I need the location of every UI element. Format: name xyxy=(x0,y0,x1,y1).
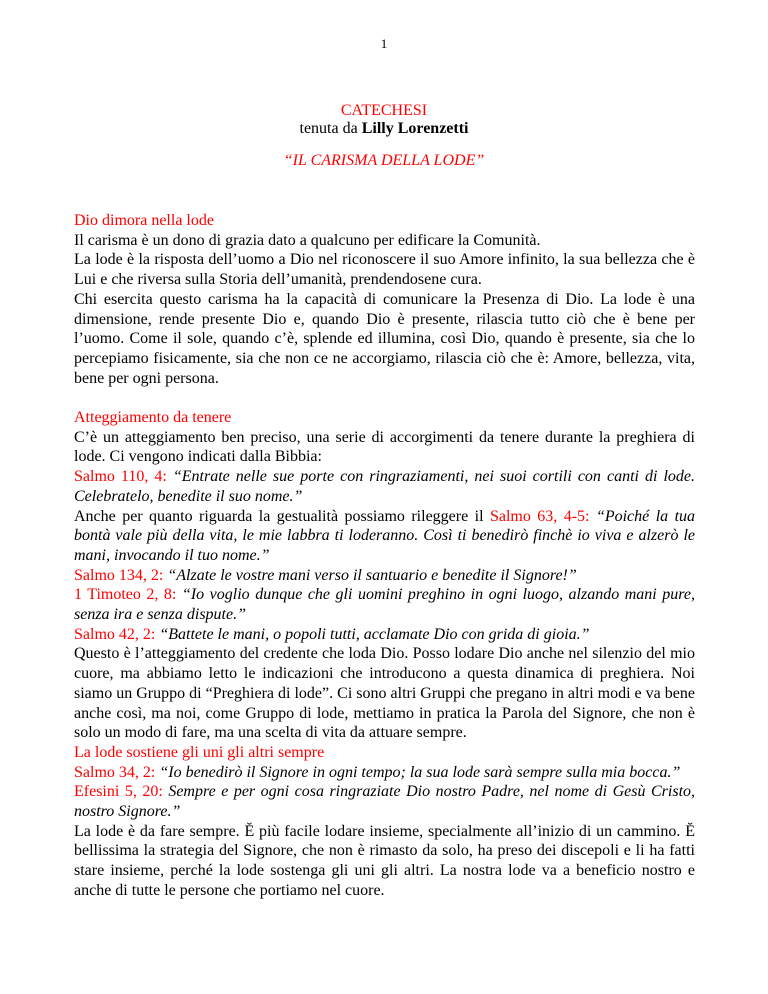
scripture-text: “Poiché la tua bontà vale più della vita, le mie labbra ti loderanno. Così ti benedirò finchè io viva e alzerò le mani, invocando il tuo nome.” xyxy=(74,507,696,564)
page-number: 1 xyxy=(380,36,388,51)
section-heading: La lode sostiene gli uni gli altri sempre xyxy=(74,743,325,761)
scripture-reference: Salmo 42, 2: xyxy=(74,625,156,643)
paragraph: La lode è da fare sempre. Ĕ più facile lodare insieme, specialmente all’inizio di un cammino. Ĕ bellissima la strategia del Signore, che non è rimasto da solo, ha preso dei discepoli e li ha fatti stare insieme, perché la lode sostenga gli uni gli altri. La nostra lode va a beneficio nostro e anche di tutte le persone che portiamo nel cuore. xyxy=(74,822,695,899)
scripture-text: “Io voglio dunque che gli uomini preghino in ogni luogo, alzando mani pure, senza ira e senza dispute.” xyxy=(74,586,696,624)
scripture-quote xyxy=(74,625,695,645)
section-heading: Atteggiamento da tenere xyxy=(74,409,232,427)
author-name: Lilly Lorenzetti xyxy=(361,120,469,137)
paragraph: C’è un atteggiamento ben preciso, una serie di accorgimenti da tenere durante la preghiera di lode. Ci vengono indicati dalla Bibbia: xyxy=(74,428,695,466)
paragraph: La lode è la risposta dell’uomo a Dio nel riconoscere il suo Amore infinito, la sua bellezza che è Lui e che riversa sulla Storia dell’umanità, prendendosene cura. xyxy=(74,251,695,289)
byline xyxy=(0,120,768,138)
scripture-text: Sempre e per ogni cosa ringraziate Dio nostro Padre, nel nome di Gesù Cristo, nostro Signore.” xyxy=(74,783,696,821)
paragraph: Questo è l’atteggiamento del credente che loda Dio. Posso lodare Dio anche nel silenzio del mio cuore, ma abbiamo letto le indicazioni che introducono a questa dinamica di preghiera. Noi siamo un Gruppo di “Preghiera di lode”. Ci sono altri Gruppi che pregano in altri modi e va bene anche così, ma noi, come Gruppo di lode, mettiamo in pratica la Parola del Signore, che non è solo un modo di fare, ma una scelta di vita da attuare sempre. xyxy=(74,645,695,742)
scripture-text: “Entrate nelle sue porte con ringraziamenti, nei suoi cortili con canti di lode. Celebratelo, benedite il suo nome.” xyxy=(74,468,696,505)
scripture-reference: Salmo 110, 4: xyxy=(74,468,167,486)
paragraph-text: Anche per quanto riguarda la gestualità possiamo rileggere il xyxy=(74,507,484,525)
scripture-reference: Efesini 5, 20: xyxy=(74,783,163,801)
document-body xyxy=(74,211,695,901)
scripture-quote xyxy=(74,585,695,624)
section-heading: Dio dimora nella lode xyxy=(74,212,214,229)
byline-prefix: tenuta da xyxy=(299,120,358,137)
scripture-reference: Salmo 134, 2: xyxy=(74,566,164,584)
scripture-quote xyxy=(74,566,695,586)
document-subtitle: “IL CARISMA DELLA LODE” xyxy=(283,152,485,169)
scripture-text: “Io benedirò il Signore in ogni tempo; la sua lode sarà sempre sulla mia bocca.” xyxy=(159,763,681,781)
paragraph xyxy=(74,507,695,566)
paragraph: Chi esercita questo carisma ha la capacità di comunicare la Presenza di Dio. La lode è una dimensione, rende presente Dio e, quando Dio è presente, rilascia tutto ciò che è bene per l’uomo. Come il sole, quando c’è, splende ed illumina, così Dio, quando è presente, sia che lo percepiamo fisicamente, sia che non ce ne accorgiamo, rilascia ciò che è: Amore, bellezza, vita, bene per ogni persona. xyxy=(74,290,695,387)
paragraph: Il carisma è un dono di grazia dato a qualcuno per edificare la Comunità. xyxy=(74,231,541,249)
scripture-quote xyxy=(74,467,695,506)
scripture-reference: Salmo 63, 4-5: xyxy=(489,507,590,525)
scripture-reference: 1 Timoteo 2, 8: xyxy=(74,586,177,604)
scripture-text: “Alzate le vostre mani verso il santuario e benedite il Signore!” xyxy=(167,566,577,584)
scripture-quote xyxy=(74,782,695,821)
document-title: CATECHESI xyxy=(340,102,428,119)
scripture-text: “Battete le mani, o popoli tutti, acclamate Dio con grida di gioia.” xyxy=(159,625,590,643)
scripture-quote xyxy=(74,763,695,783)
scripture-reference: Salmo 34, 2: xyxy=(74,763,156,781)
